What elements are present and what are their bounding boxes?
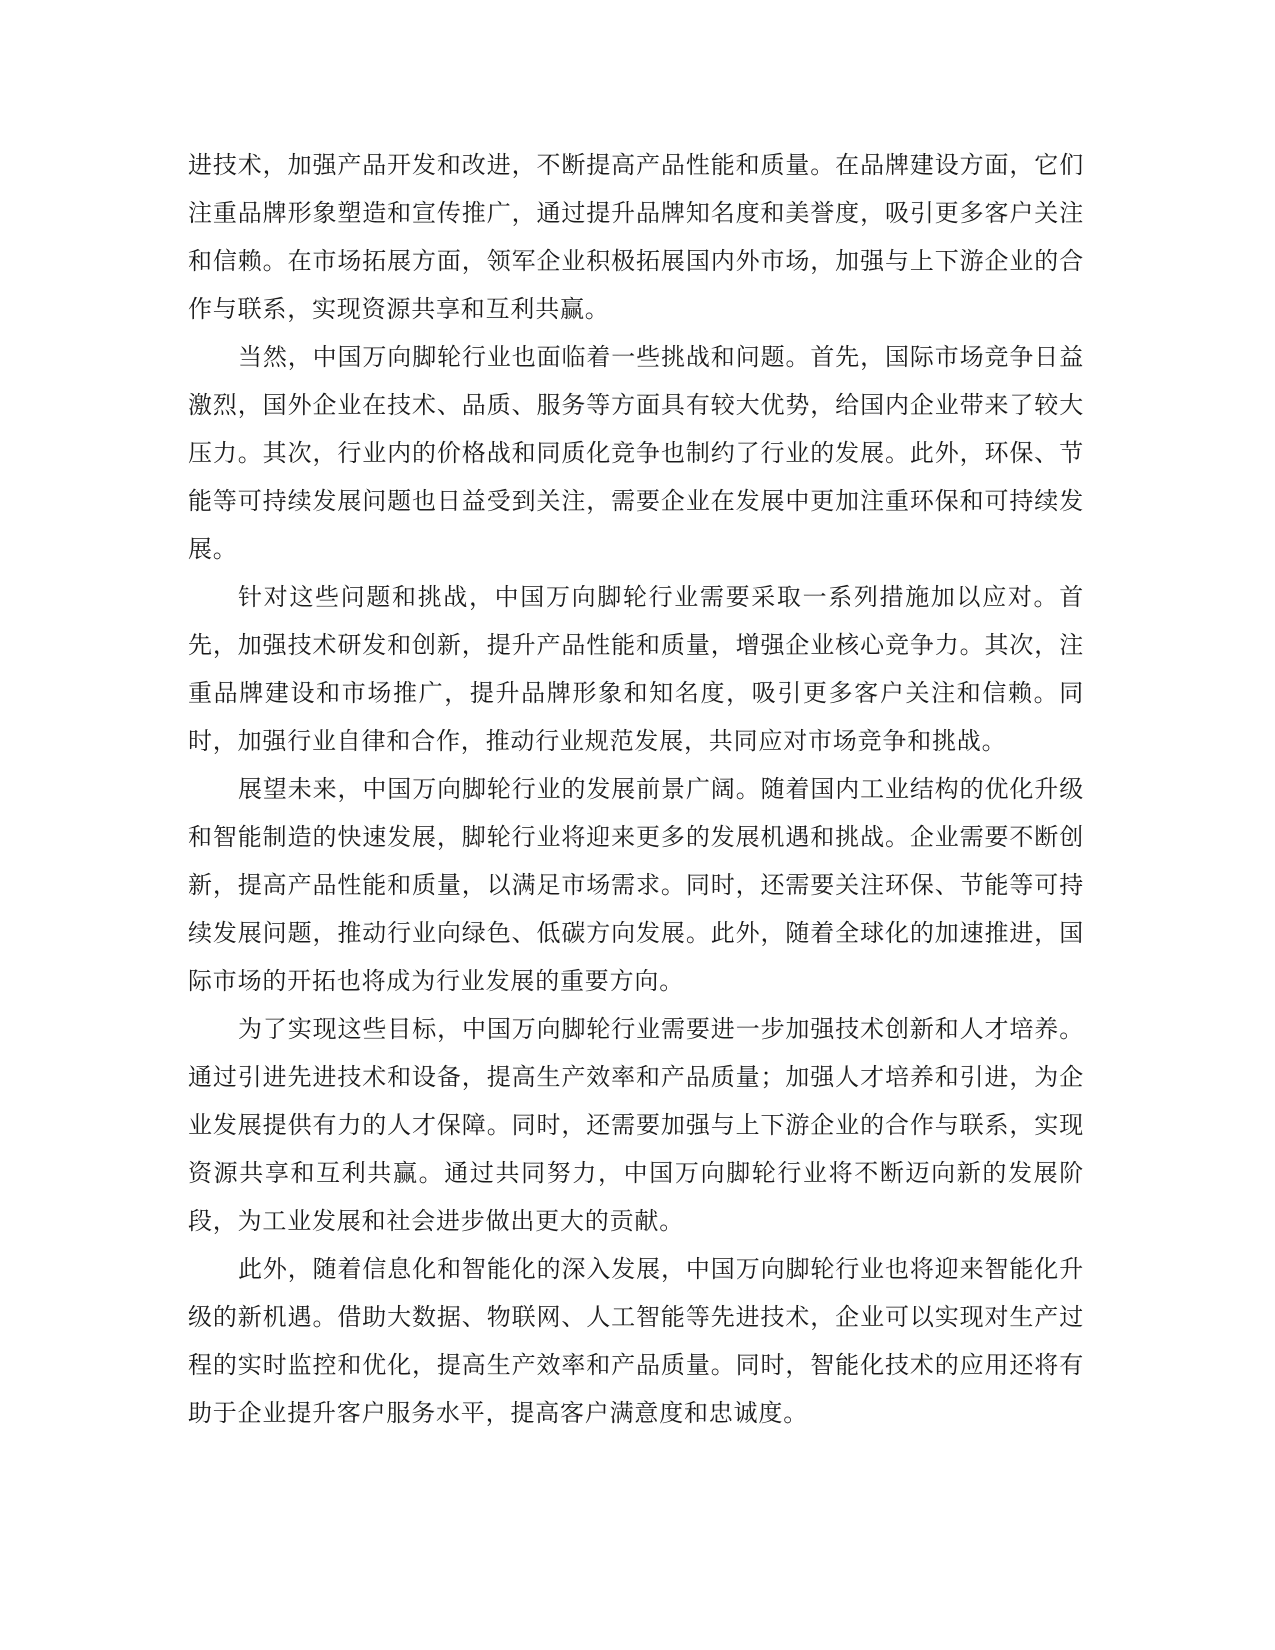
paragraph-6: 此外，随着信息化和智能化的深入发展，中国万向脚轮行业也将迎来智能化升级的新机遇。借助大数据、物联网、人工智能等先进技术，企业可以实现对生产过程的实时监控和优化，提高生产效率和产品质量。同时，智能化技术的应用还将有助于企业提升客户服务水平，提高客户满意度和忠诚度。 — [188, 1255, 1084, 1427]
paragraph-3: 针对这些问题和挑战，中国万向脚轮行业需要采取一系列措施加以应对。首先，加强技术研发和创新，提升产品性能和质量，增强企业核心竞争力。其次，注重品牌建设和市场推广，提升品牌形象和知名度，吸引更多客户关注和信赖。同时，加强行业自律和合作，推动行业规范发展，共同应对市场竞争和挑战。 — [188, 583, 1084, 755]
paragraph-4: 展望未来，中国万向脚轮行业的发展前景广阔。随着国内工业结构的优化升级和智能制造的快速发展，脚轮行业将迎来更多的发展机遇和挑战。企业需要不断创新，提高产品性能和质量，以满足市场需求。同时，还需要关注环保、节能等可持续发展问题，推动行业向绿色、低碳方向发展。此外，随着全球化的加速推进，国际市场的开拓也将成为行业发展的重要方向。 — [188, 775, 1084, 995]
paragraph-5: 为了实现这些目标，中国万向脚轮行业需要进一步加强技术创新和人才培养。通过引进先进技术和设备，提高生产效率和产品质量；加强人才培养和引进，为企业发展提供有力的人才保障。同时，还需要加强与上下游企业的合作与联系，实现资源共享和互利共赢。通过共同努力，中国万向脚轮行业将不断迈向新的发展阶段，为工业发展和社会进步做出更大的贡献。 — [188, 1015, 1084, 1235]
paragraph-1: 进技术，加强产品开发和改进，不断提高产品性能和质量。在品牌建设方面，它们注重品牌形象塑造和宣传推广，通过提升品牌知名度和美誉度，吸引更多客户关注和信赖。在市场拓展方面，领军企业积极拓展国内外市场，加强与上下游企业的合作与联系，实现资源共享和互利共赢。 — [188, 151, 1084, 323]
paragraph-2: 当然，中国万向脚轮行业也面临着一些挑战和问题。首先，国际市场竞争日益激烈，国外企业在技术、品质、服务等方面具有较大优势，给国内企业带来了较大压力。其次，行业内的价格战和同质化竞争也制约了行业的发展。此外，环保、节能等可持续发展问题也日益受到关注，需要企业在发展中更加注重环保和可持续发展。 — [188, 343, 1084, 563]
document-body — [188, 141, 1084, 1437]
